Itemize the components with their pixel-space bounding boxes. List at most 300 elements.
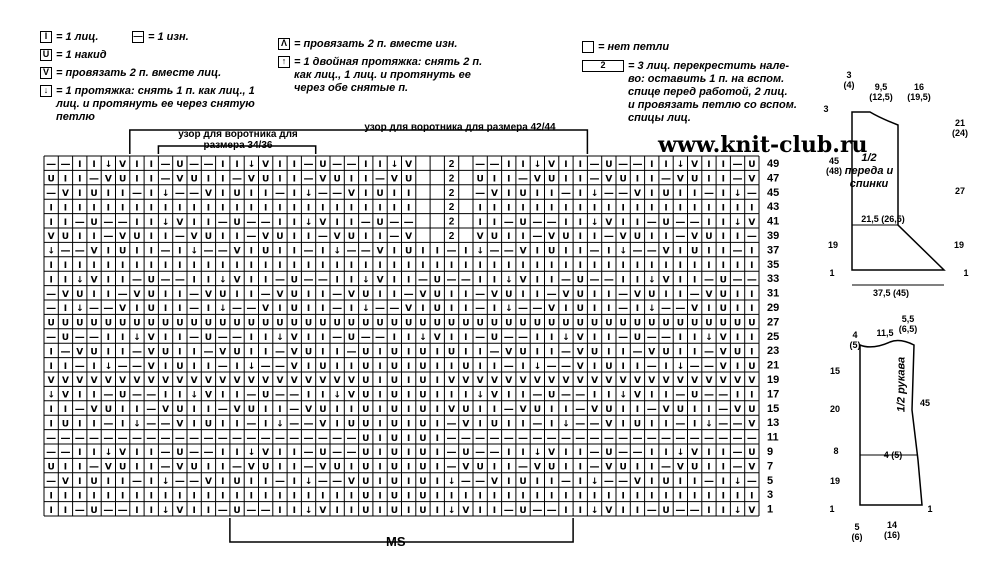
stitch-cell-knit: I: [206, 361, 211, 372]
stitch-cell-k2tog: V: [47, 232, 55, 243]
stitch-cell-k2tog: V: [104, 174, 112, 185]
stitch-cell-k2tog: V: [190, 232, 198, 243]
row-number: 47: [767, 172, 780, 185]
stitch-cell-skpo: ↓: [733, 477, 742, 487]
stitch-cell-yo: U: [505, 318, 513, 329]
stitch-cell-knit: I: [206, 304, 211, 315]
stitch-cell-purl: —: [131, 188, 142, 199]
stitch-cell-purl: —: [160, 418, 171, 430]
stitch-cell-yo: U: [176, 318, 184, 329]
body-schematic-outline: [852, 112, 944, 270]
stitch-cell-k2tog: V: [633, 390, 641, 401]
stitch-cell-knit: I: [378, 376, 382, 387]
stitch-cell-knit: I: [564, 304, 568, 315]
stitch-cell-knit: I: [364, 261, 368, 271]
stitch-cell-purl: —: [189, 159, 200, 171]
stitch-cell-yo: U: [261, 174, 270, 185]
stitch-cell-knit: I: [278, 405, 282, 415]
stitch-cell-yo: U: [176, 361, 184, 372]
stitch-cell-purl: —: [117, 504, 128, 516]
stitch-cell-yo: U: [648, 318, 656, 329]
stitch-cell-purl: —: [475, 288, 486, 300]
stitch-cell-knit: I: [406, 405, 411, 415]
stitch-cell-yo: U: [47, 462, 55, 473]
stitch-cell-yo: U: [619, 174, 627, 185]
stitch-cell-purl: —: [103, 231, 114, 243]
stitch-cell-knit: I: [321, 246, 325, 257]
stitch-cell-yo: U: [547, 390, 556, 401]
stitch-cell-knit: I: [592, 261, 597, 271]
stitch-cell-knit: I: [135, 491, 139, 502]
stitch-cell-knit: I: [263, 189, 268, 199]
stitch-cell-yo: U: [347, 318, 356, 329]
stitch-cell-knit: I: [106, 246, 111, 257]
stitch-cell-purl: —: [303, 418, 314, 430]
stitch-cell-purl: —: [46, 447, 57, 459]
stitch-cell-knit: I: [149, 174, 153, 185]
stitch-cell-knit: I: [406, 333, 411, 343]
stitch-cell-purl: —: [589, 245, 600, 257]
stitch-cell-purl: —: [160, 447, 171, 459]
stitch-cell-knit: I: [592, 289, 597, 300]
body-dim-edge1: 1: [829, 268, 835, 278]
stitch-cell-knit: I: [692, 203, 697, 214]
stitch-cell-knit: I: [321, 261, 325, 271]
stitch-cell-knit: I: [607, 261, 611, 271]
stitch-cell-yo: U: [90, 217, 98, 228]
stitch-cell-knit: I: [507, 491, 511, 502]
stitch-cell-purl: —: [746, 231, 757, 243]
stitch-cell-skpo: ↓: [161, 505, 170, 516]
stitch-cell-purl: —: [189, 288, 200, 300]
stitch-cell-yo: U: [662, 505, 670, 516]
stitch-cell-k2tog: V: [147, 347, 155, 358]
stitch-cell-yo: U: [519, 347, 527, 358]
stitch-cell-purl: —: [160, 173, 171, 185]
stitch-cell-purl: —: [260, 216, 271, 228]
stitch-cell-knit: I: [707, 174, 711, 185]
stitch-cell-knit: I: [149, 217, 153, 228]
stitch-cell-k2tog: V: [562, 289, 570, 300]
stitch-cell-yo: U: [476, 318, 484, 329]
stitch-cell-yo: U: [362, 289, 370, 300]
stitch-cell-knit: I: [507, 477, 511, 487]
stitch-cell-knit: I: [721, 448, 725, 459]
stitch-cell-skpo: ↓: [647, 304, 656, 315]
cross-cable-label: 2: [448, 159, 455, 170]
row-number: 49: [767, 158, 780, 170]
stitch-cell-knit: I: [521, 361, 525, 372]
stitch-cell-yo: U: [462, 448, 470, 459]
stitch-cell-yo: U: [662, 189, 670, 199]
row-number: 3: [767, 489, 774, 502]
stitch-cell-purl: —: [718, 418, 729, 430]
stitch-cell-k2tog: V: [676, 376, 684, 387]
stitch-cell-k2tog: V: [176, 462, 184, 473]
stitch-cell-knit: I: [492, 174, 497, 185]
stitch-cell-k2tog: V: [262, 232, 270, 243]
stitch-cell-purl: —: [518, 332, 529, 343]
stitch-cell-yo: U: [176, 160, 184, 171]
stitch-cell-knit: I: [135, 304, 139, 315]
stitch-cell-purl: —: [560, 188, 571, 199]
stitch-cell-yo: U: [562, 232, 570, 243]
stitch-cell-purl: —: [289, 404, 300, 415]
stitch-cell-yo: U: [676, 318, 685, 329]
stitch-cell-purl: —: [475, 303, 486, 315]
stitch-cell-skpo: ↓: [676, 160, 685, 171]
stitch-cell-k2tog: V: [290, 347, 298, 358]
stitch-cell-k2tog: V: [490, 189, 498, 199]
stitch-cell-knit: I: [406, 477, 411, 487]
stitch-cell-yo: U: [176, 405, 184, 415]
stitch-cell-knit: I: [650, 261, 654, 271]
stitch-cell-purl: —: [732, 159, 743, 171]
stitch-cell-knit: I: [292, 232, 296, 243]
stitch-cell-knit: I: [49, 217, 53, 228]
stitch-cell-knit: I: [235, 261, 239, 271]
stitch-cell-knit: I: [335, 203, 339, 214]
stitch-cell-purl: —: [103, 418, 114, 430]
stitch-cell-k2tog: V: [576, 376, 584, 387]
stitch-cell-knit: I: [635, 491, 640, 502]
stitch-cell-knit: I: [235, 390, 239, 401]
stitch-cell-k2tog: V: [176, 419, 184, 430]
stitch-cell-purl: —: [160, 461, 171, 473]
stitch-cell-purl: —: [103, 303, 114, 315]
stitch-cell-knit: I: [650, 232, 654, 243]
stitch-cell-knit: I: [120, 477, 125, 487]
stitch-cell-purl: —: [746, 188, 757, 199]
stitch-cell-skpo: ↓: [619, 246, 627, 257]
stitch-cell-knit: I: [464, 347, 468, 358]
stitch-cell-knit: I: [135, 174, 139, 185]
stitch-cell-purl: —: [60, 346, 71, 358]
stitch-cell-knit: I: [135, 217, 139, 228]
stitch-cell-skpo: ↓: [104, 361, 113, 372]
stitch-cell-purl: —: [317, 188, 328, 199]
stitch-cell-knit: I: [521, 419, 525, 430]
stitch-cell-purl: —: [375, 173, 386, 185]
stitch-cell-k2tog: V: [276, 376, 284, 387]
stitch-cell-knit: I: [278, 160, 282, 171]
stitch-cell-knit: I: [364, 232, 368, 243]
stitch-cell-knit: I: [578, 491, 582, 502]
stitch-cell-knit: I: [535, 189, 540, 199]
stitch-cell-knit: I: [578, 448, 582, 459]
stitch-cell-k2tog: V: [719, 333, 727, 343]
stitch-cell-knit: I: [335, 275, 339, 286]
stitch-cell-knit: I: [621, 361, 625, 372]
stitch-cell-knit: I: [292, 203, 296, 214]
stitch-cell-knit: I: [650, 477, 654, 487]
stitch-cell-yo: U: [133, 232, 141, 243]
stitch-cell-k2tog: V: [462, 419, 470, 430]
stitch-cell-purl: —: [74, 404, 85, 415]
stitch-cell-knit: I: [721, 174, 725, 185]
stitch-cell-knit: I: [263, 491, 268, 502]
stitch-cell-purl: —: [475, 159, 486, 171]
stitch-cell-purl: —: [446, 274, 457, 286]
stitch-cell-k2tog: V: [61, 189, 69, 199]
body-dim-right3: 19: [953, 240, 964, 250]
stitch-cell-knit: I: [635, 217, 640, 228]
stitch-cell-knit: I: [707, 203, 711, 214]
row-number: 45: [767, 186, 780, 199]
stitch-cell-yo: U: [118, 174, 127, 185]
stitch-cell-k2tog: V: [405, 160, 413, 171]
stitch-cell-purl: —: [131, 476, 142, 487]
stitch-cell-knit: I: [249, 203, 254, 214]
stitch-cell-yo: U: [204, 318, 213, 329]
stitch-cell-knit: I: [449, 333, 454, 343]
stitch-cell-k2tog: V: [190, 376, 198, 387]
stitch-cell-purl: —: [489, 245, 500, 257]
stitch-cell-yo: U: [390, 448, 399, 459]
body-schematic-title: 1/2 переда и спинки: [844, 152, 894, 190]
stitch-cell-k2tog: V: [533, 462, 541, 473]
stitch-cell-purl: —: [603, 432, 614, 444]
stitch-cell-yo: U: [261, 246, 270, 257]
stitch-cell-knit: I: [306, 390, 311, 401]
stitch-cell-knit: I: [149, 189, 153, 199]
stitch-cell-skpo: ↓: [104, 448, 113, 459]
stitch-cell-purl: —: [131, 346, 142, 358]
stitch-cell-knit: I: [735, 390, 740, 401]
stitch-cell-k2tog: V: [619, 232, 627, 243]
stitch-cell-k2tog: V: [633, 189, 641, 199]
stitch-cell-purl: —: [732, 432, 743, 444]
stitch-cell-knit: I: [664, 448, 668, 459]
yarn-over-symbol-icon: U: [40, 49, 52, 61]
stitch-cell-knit: I: [492, 361, 497, 372]
stitch-cell-skpo: ↓: [304, 217, 313, 228]
stitch-cell-skpo: ↓: [476, 390, 484, 401]
body-dim-left3: 19: [827, 240, 838, 250]
stitch-cell-knit: I: [464, 246, 468, 257]
stitch-cell-knit: I: [535, 491, 540, 502]
stitch-cell-yo: U: [61, 333, 70, 343]
stitch-cell-k2tog: V: [61, 376, 69, 387]
stitch-cell-yo: U: [419, 505, 427, 516]
stitch-cell-yo: U: [190, 174, 198, 185]
stitch-cell-k2tog: V: [204, 477, 212, 487]
stitch-cell-knit: I: [206, 405, 211, 415]
stitch-cell-yo: U: [547, 462, 556, 473]
stitch-cell-k2tog: V: [476, 376, 484, 387]
stitch-cell-skpo: ↓: [590, 477, 599, 487]
stitch-cell-knit: I: [678, 189, 683, 199]
stitch-cell-knit: I: [78, 462, 82, 473]
stitch-cell-knit: I: [735, 304, 740, 315]
stitch-cell-knit: I: [549, 347, 554, 358]
stitch-cell-purl: —: [217, 432, 228, 444]
stitch-cell-knit: I: [192, 361, 196, 372]
stitch-cell-k2tog: V: [76, 347, 84, 358]
stitch-cell-knit: I: [635, 275, 640, 286]
stitch-cell-knit: I: [507, 174, 511, 185]
double-decrease-symbol-icon: ↑: [278, 56, 290, 68]
stitch-cell-k2tog: V: [662, 405, 670, 415]
stitch-cell-k2tog: V: [648, 376, 656, 387]
stitch-cell-knit: I: [349, 217, 354, 228]
stitch-cell-yo: U: [705, 318, 713, 329]
stitch-cell-knit: I: [735, 261, 740, 271]
stitch-cell-knit: I: [549, 203, 554, 214]
stitch-cell-knit: I: [49, 203, 53, 214]
stitch-cell-knit: I: [378, 261, 382, 271]
stitch-cell-yo: U: [161, 318, 170, 329]
stitch-cell-skpo: ↓: [218, 275, 227, 286]
stitch-cell-skpo: ↓: [190, 390, 198, 401]
legend-purl: — = 1 изн.: [133, 31, 189, 43]
stitch-cell-yo: U: [662, 318, 670, 329]
stitch-cell-yo: U: [118, 462, 127, 473]
collar-large-label: узор для воротника для размера 42/44: [364, 122, 556, 133]
ms-label: MS: [386, 534, 406, 549]
stitch-cell-knit: I: [492, 304, 497, 315]
stitch-cell-knit: I: [349, 505, 354, 516]
stitch-cell-k2tog: V: [405, 304, 413, 315]
stitch-cell-yo: U: [390, 318, 399, 329]
stitch-cell-purl: —: [260, 432, 271, 444]
stitch-cell-purl: —: [589, 432, 600, 444]
stitch-cell-knit: I: [235, 361, 239, 372]
stitch-cell-purl: —: [360, 216, 371, 228]
stitch-cell-yo: U: [576, 304, 584, 315]
stitch-cell-knit: I: [435, 347, 439, 358]
stitch-cell-purl: —: [160, 432, 171, 444]
stitch-cell-knit: I: [492, 217, 497, 228]
stitch-cell-knit: I: [607, 203, 611, 214]
stitch-cell-yo: U: [605, 361, 613, 372]
stitch-cell-purl: —: [460, 432, 471, 444]
stitch-cell-skpo: ↓: [533, 361, 542, 372]
stitch-cell-k2tog: V: [748, 376, 756, 387]
stitch-cell-knit: I: [578, 232, 582, 243]
stitch-cell-skpo: ↓: [161, 217, 170, 228]
stitch-cell-knit: I: [478, 203, 482, 214]
stitch-cell-purl: —: [303, 432, 314, 444]
stitch-cell-yo: U: [247, 405, 256, 415]
stitch-cell-skpo: ↓: [104, 160, 113, 171]
stitch-cell-purl: —: [560, 360, 571, 372]
stitch-cell-knit: I: [63, 174, 68, 185]
stitch-cell-k2tog: V: [61, 390, 69, 401]
stitch-cell-knit: I: [607, 246, 611, 257]
stitch-cell-knit: I: [235, 419, 239, 430]
stitch-cell-k2tog: V: [748, 217, 756, 228]
stitch-cell-purl: —: [274, 360, 285, 372]
stitch-cell-knit: I: [464, 333, 468, 343]
stitch-cell-k2tog: V: [490, 376, 498, 387]
stitch-cell-knit: I: [621, 505, 625, 516]
stitch-cell-knit: I: [263, 275, 268, 286]
stitch-cell-knit: I: [650, 174, 654, 185]
stitch-cell-yo: U: [605, 448, 613, 459]
stitch-cell-purl: —: [189, 447, 200, 459]
stitch-cell-knit: I: [478, 261, 482, 271]
stitch-cell-knit: I: [549, 477, 554, 487]
stitch-cell-k2tog: V: [147, 361, 155, 372]
stitch-cell-purl: —: [575, 404, 586, 415]
stitch-cell-purl: —: [174, 476, 185, 487]
stitch-cell-knit: I: [106, 491, 111, 502]
stitch-cell-knit: I: [735, 333, 740, 343]
stitch-cell-purl: —: [274, 274, 285, 286]
stitch-cell-purl: —: [46, 188, 57, 199]
stitch-cell-knit: I: [578, 160, 582, 171]
stitch-cell-yo: U: [47, 174, 55, 185]
stitch-cell-purl: —: [232, 432, 243, 444]
stitch-cell-k2tog: V: [705, 289, 713, 300]
stitch-cell-yo: U: [490, 419, 499, 430]
stitch-cell-yo: U: [362, 405, 370, 415]
stitch-cell-knit: I: [78, 174, 82, 185]
stitch-cell-purl: —: [589, 461, 600, 473]
stitch-cell-yo: U: [90, 189, 98, 199]
row-number: 43: [767, 201, 780, 214]
stitch-cell-knit: I: [735, 361, 740, 372]
stitch-cell-knit: I: [149, 203, 153, 214]
stitch-cell-knit: I: [692, 261, 697, 271]
stitch-cell-purl: —: [103, 389, 114, 401]
stitch-cell-knit: I: [63, 203, 68, 214]
stitch-cell-knit: I: [178, 289, 182, 300]
stitch-cell-knit: I: [120, 347, 125, 358]
stitch-cell-knit: I: [63, 275, 68, 286]
stitch-cell-yo: U: [390, 491, 399, 502]
stitch-cell-k2tog: V: [519, 246, 527, 257]
stitch-cell-k2tog: V: [548, 304, 556, 315]
stitch-cell-knit: I: [650, 462, 654, 473]
stitch-cell-k2tog: V: [233, 405, 241, 415]
stitch-cell-yo: U: [176, 448, 184, 459]
stitch-cell-yo: U: [404, 246, 413, 257]
stitch-cell-knit: I: [78, 419, 82, 430]
stitch-cell-purl: —: [74, 432, 85, 444]
stitch-cell-knit: I: [478, 505, 482, 516]
stitch-cell-purl: —: [189, 303, 200, 315]
stitch-cell-knit: I: [192, 203, 196, 214]
stitch-cell-yo: U: [362, 433, 370, 444]
stitch-cell-yo: U: [690, 174, 699, 185]
row-number: 13: [767, 417, 780, 430]
stitch-cell-k2tog: V: [76, 376, 84, 387]
stitch-cell-knit: I: [507, 261, 511, 271]
stitch-cell-purl: —: [246, 303, 257, 315]
stitch-cell-knit: I: [378, 390, 382, 401]
stitch-cell-knit: I: [564, 174, 568, 185]
stitch-cell-k2tog: V: [233, 376, 241, 387]
stitch-cell-knit: I: [49, 491, 53, 502]
stitch-cell-knit: I: [120, 275, 125, 286]
stitch-cell-yo: U: [90, 505, 98, 516]
stitch-cell-k2tog: V: [605, 462, 613, 473]
stitch-cell-knit: I: [449, 491, 454, 502]
stitch-cell-skpo: ↓: [647, 275, 656, 286]
stitch-cell-knit: I: [650, 448, 654, 459]
stitch-cell-yo: U: [519, 318, 527, 329]
stitch-cell-yo: U: [147, 289, 155, 300]
stitch-cell-knit: I: [692, 405, 697, 415]
stitch-cell-k2tog: V: [376, 275, 384, 286]
row-number: 33: [767, 273, 780, 286]
stitch-cell-knit: I: [507, 189, 511, 199]
stitch-cell-purl: —: [46, 432, 57, 444]
stitch-cell-knit: I: [707, 304, 711, 315]
stitch-cell-purl: —: [575, 389, 586, 401]
